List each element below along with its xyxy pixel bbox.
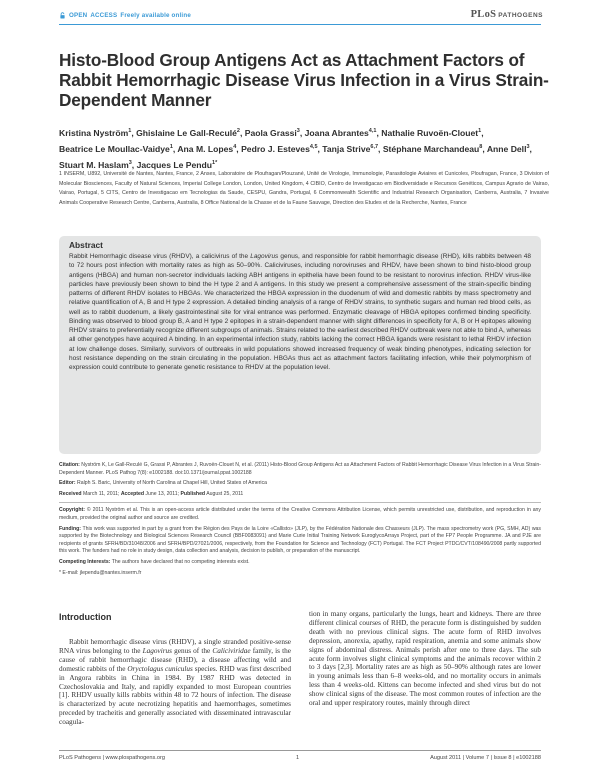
abstract-heading: Abstract <box>69 240 103 250</box>
author-separator: , <box>529 143 532 154</box>
accepted-date: June 13, 2011; <box>145 491 180 498</box>
open-access-lock-icon <box>59 12 66 19</box>
freely-available-label: Freely available online <box>120 12 191 19</box>
header-rule <box>59 24 541 25</box>
email-label: * E-mail: <box>59 569 79 576</box>
email <box>59 570 541 578</box>
author-affiliation-marker: 3 <box>128 159 132 166</box>
competing-label: Competing Interests: <box>59 558 111 565</box>
email-link[interactable]: jlependu@nantes.inserm.fr <box>79 569 142 576</box>
author-separator: , <box>378 143 383 154</box>
dates <box>59 491 541 499</box>
author-affiliation-marker: 3 <box>296 128 300 134</box>
affiliations: 1 INSERM, U892, Université de Nantes, Nantes, France, 2 Anses, Laboratoire de Ploufragan/Plouzané, Unité de Virologie, Immunologie, Parasitologie Aviaires et Cunicoles, Ploufragan, France, 3 Division of Molecular Biosciences, Faculty of Natural Sciences, Imperial College London, London, United Kingdom, 4 CIBIO, Centro de Investigacao em Biodiversidade e Recursos Genéticos, Campus Agrario de Vairao, Vairao, Portugal, 5 CITS, Centro de Investigacao em Tecnologias da Saude, CESPU, Gandra, Portugal, 6 Commonwealth Scientific and Industrial Research Organisation, Canberra, Australia, 7 Invasive Animals Cooperative Research Centre, Canberra, Australia, 8 Office National de la Chasse et de la Faune Sauvage, Direction des Etudes et de la Recherche, Nantes, France <box>59 171 549 206</box>
author-name: Anne Dell <box>486 143 527 154</box>
author-separator: , <box>299 127 305 138</box>
competing-interests <box>59 559 541 567</box>
author-name: Nathalie Ruvoën-Clouet <box>381 127 479 138</box>
intro-paragraph-continued: tion in many organs, particularly the lungs, heart and kidneys. There are three different clinical courses of RHD, the peracute form is distinguished by sudden death with no previous clinical signs. The acute form of RHD involves depression, anorexia, apathy, rapid respiration, anemia and some animals show signs of abdominal distress. Animals perish after one to three days. The sub acute form involves slight clinical symptoms and the animals recover within 2 to 3 days [2,3]. Mortality rates are as high as 50–90% although rates are lower in young animals less than 6–8 weeks-old, and no mortality occurs in animals less than 4 weeks-old. Kittens can become infected and shed virus but do not show clinical signs of the disease. The most common routes of infection are the oral and upper respiratory routes, mainly through direct <box>309 610 541 708</box>
funding-label: Funding: <box>59 525 81 532</box>
author-name: Stuart M. Haslam <box>59 159 129 170</box>
citation-text: Nyström K, Le Gall-Reculé G, Grassi P, Abrantes J, Ruvoën-Clouet N, et al. (2011) Histo-Blood Group Antigens Act as Attachment Factors of Rabbit Hemorrhagic Disease Virus Infection in a Virus Strain-Dependent Manner. PLoS Pathog 7(8): e1002188. doi:10.1371/journal.ppat.1002188 <box>59 462 541 476</box>
author-name: Ghislaine Le Gall-Reculé <box>136 127 237 138</box>
copyright <box>59 507 541 522</box>
species-name: Oryctolagus cuniculus <box>127 664 193 673</box>
journal-logo-pathogens: PATHOGENS <box>498 12 543 19</box>
author-affiliation-marker: 2 <box>236 128 240 134</box>
author-separator: , <box>317 143 323 154</box>
author-affiliation-marker: 1 <box>128 128 132 134</box>
funding <box>59 526 541 556</box>
author-affiliation-marker: 1* <box>212 159 218 166</box>
accepted-label: Accepted <box>120 491 144 498</box>
author-separator: , <box>236 143 242 154</box>
author-affiliation-marker: 1 <box>169 143 173 150</box>
body-column-left <box>59 638 291 727</box>
author-affiliation-marker: 4,5 <box>309 143 318 150</box>
author-separator: , <box>376 127 382 138</box>
author-separator: , <box>131 159 137 170</box>
body-text: genus of the <box>172 646 213 655</box>
published-label: Published <box>180 491 206 498</box>
body-column-right <box>309 610 541 708</box>
author-affiliation-marker: 1 <box>478 128 482 134</box>
footer-issue: August 2011 | Volume 7 | Issue 8 | e1002188 <box>430 755 541 761</box>
copyright-text: © 2011 Nyström et al. This is an open-access article distributed under the terms of the Creative Commons Attribution License, which permits unrestricted use, distribution, and reproduction in any medium, provided the original author and source are credited. <box>59 507 541 521</box>
abstract-text-part: Rabbit Hemorrhagic disease virus (RHDV), a calicivirus of the <box>69 253 251 260</box>
abstract-text-part: genus, and responsible for rabbit hemorrhagic disease (RHD), kills rabbits between 48 to 72 hours post infection with mortality rates as high as 50–90%. Caliciviruses, including noroviruses and RHDV, have been shown to bind histo-blood group antigens (HBGA) and human non-secretor individuals lacking ABH antigens in epithelia have been found to be resistant to norovirus infection. RHDV virus-like particles have previously been shown to bind the H type 2 and A antigens. In this study we present a comprehensive assessment of the strain-specific binding patterns of different RHDV isolates to HBGAs. We characterized the HBGA expression in the duodenum of wild and domestic rabbits by mass spectrometry and relative quantification of A, B and H type 2 expression. A detailed binding analysis of a range of RHDV strains, to synthetic sugars and human red blood cells, as well as to rabbit duodenum, a likely gastrointestinal site for viral entrance was performed. Enzymatic cleavage of HBGA epitopes confirmed binding specificity. Binding was observed to blood group B, A and H type 2 epitopes in a strain-dependent manner with slight differences in specificity for A, B or H epitopes allowing RHDV strains to preferentially recognize different subgroups of animals. Strains related to the earliest described RHDV outbreak were not able to bind A, whereas all other genotypes have acquired A binding. In an experimental infection study, rabbits lacking the correct HBGA ligands were resistant to lethal RHDV infection at low challenge doses. Similarly, survivors of outbreaks in wild populations showed increased frequency of weak binding phenotypes, indicating selection for host resistance depending on the strain circulating in the population. HBGAs thus act as attachment factors facilitating infection, while their polymorphism of expression could contribute to generate genetic resistance to RHDV at the population level. <box>69 253 531 371</box>
open-access-banner <box>59 12 191 19</box>
footer-page-number: 1 <box>296 755 300 761</box>
author-name: Beatrice Le Moullac-Vaidye <box>59 143 170 154</box>
intro-paragraph <box>59 638 291 727</box>
body-text: species. RHD was first described in Angora rabbits in China in 1984. By 1987 RHD was detected in Czechoslovakia and Italy, and rapidly expanded to most European countries [1]. RHDV usually kills rabbits within 48 to 72 hours of infection. The disease is characterized by acute necrotizing hepatitis and haemorrhages, sometimes preceded by tracheitis and generally associated with disseminated intravascular coagula- <box>59 664 291 727</box>
published-date: August 25, 2011 <box>206 491 244 498</box>
access-label: ACCESS <box>90 12 118 19</box>
author-separator: , <box>172 143 178 154</box>
author-name: Paola Grassi <box>244 127 297 138</box>
journal-logo <box>471 9 543 20</box>
competing-text: The authors have declared that no competing interests exist. <box>111 558 250 565</box>
citation-label: Citation: <box>59 462 80 468</box>
open-label: OPEN <box>69 12 88 19</box>
author-separator: , <box>482 143 487 154</box>
author-separator: , <box>131 127 137 138</box>
funding-text: This work was supported in part by a grant from the Région des Pays de la Loire «Callisto» (JLP), by the Fédération Nationale des Chasseurs (JLP). The mass spectrometry work (PG, SMH, AD) was supported by the Biotechnology and Biological Sciences Research Council (BBF0083091) and Marie Curie Initial Training Network EuroglycoArrays Project, part of the FP7 People Programme. JA and PJE are recipients of grants SFRH/BD/31048/2006 and SFRH/BPD/27021/2006, respectively, from the Foundation for Science and Technology (FCT) Portugal. The FCT Project PTDC/CVT/108490/2008 partly supported this work. The funders had no role in study design, data collection and analysis, decision to publish, or preparation of the manuscript. <box>59 525 541 555</box>
author-list <box>59 124 549 172</box>
author-name: Pedro J. Esteves <box>241 143 310 154</box>
author-name: Joana Abrantes <box>304 127 369 138</box>
body-text: Rabbit hemorrhagic disease virus (RHDV), a single stranded positive-sense RNA virus belonging to the <box>59 638 291 655</box>
body-text: family, is the cause of rabbit hemorrhagic disease (RHD), a disease affecting wild and domestic rabbits of the <box>59 646 291 673</box>
citation <box>59 462 541 477</box>
footer-rule <box>59 750 541 751</box>
author-name: Ana M. Lopes <box>177 143 234 154</box>
metadata-rule <box>59 502 541 503</box>
author-affiliation-marker: 4 <box>233 143 237 150</box>
editor-label: Editor: <box>59 480 76 487</box>
author-name: Tanja Strive <box>322 143 371 154</box>
article-metadata <box>59 462 541 581</box>
author-separator: , <box>239 127 245 138</box>
abstract-box <box>59 236 541 454</box>
abstract-text <box>69 252 531 372</box>
article-title: Histo-Blood Group Antigens Act as Attachment Factors of Rabbit Hemorrhagic Disease Virus Infection in a Virus Strain-Dependent Manner <box>59 50 549 110</box>
editor <box>59 480 541 488</box>
journal-logo-plos: PLoS <box>470 9 497 20</box>
received-label: Received <box>59 491 82 498</box>
editor-text: Ralph S. Baric, University of North Carolina at Chapel Hill, United States of America <box>77 480 267 487</box>
footer-journal-site[interactable]: PLoS Pathogens | www.plospathogens.org <box>59 755 165 761</box>
introduction-heading: Introduction <box>59 612 112 622</box>
author-name: Jacques Le Pendu <box>136 159 213 170</box>
author-affiliation-marker: 6,7 <box>370 143 379 150</box>
author-affiliation-marker: 3 <box>526 143 530 150</box>
copyright-label: Copyright: <box>59 507 85 514</box>
author-affiliation-marker: 4,1 <box>368 128 377 134</box>
family-name: Caliciviridae <box>212 646 251 655</box>
received-date: March 11, 2011; <box>83 491 120 498</box>
author-name: Kristina Nyström <box>59 127 129 138</box>
author-separator: , <box>481 127 484 138</box>
author-affiliation-marker: 8 <box>479 143 483 150</box>
abstract-genus: Lagovirus <box>250 253 279 260</box>
author-name: Stéphane Marchandeau <box>382 143 480 154</box>
genus-name: Lagovirus <box>142 646 172 655</box>
